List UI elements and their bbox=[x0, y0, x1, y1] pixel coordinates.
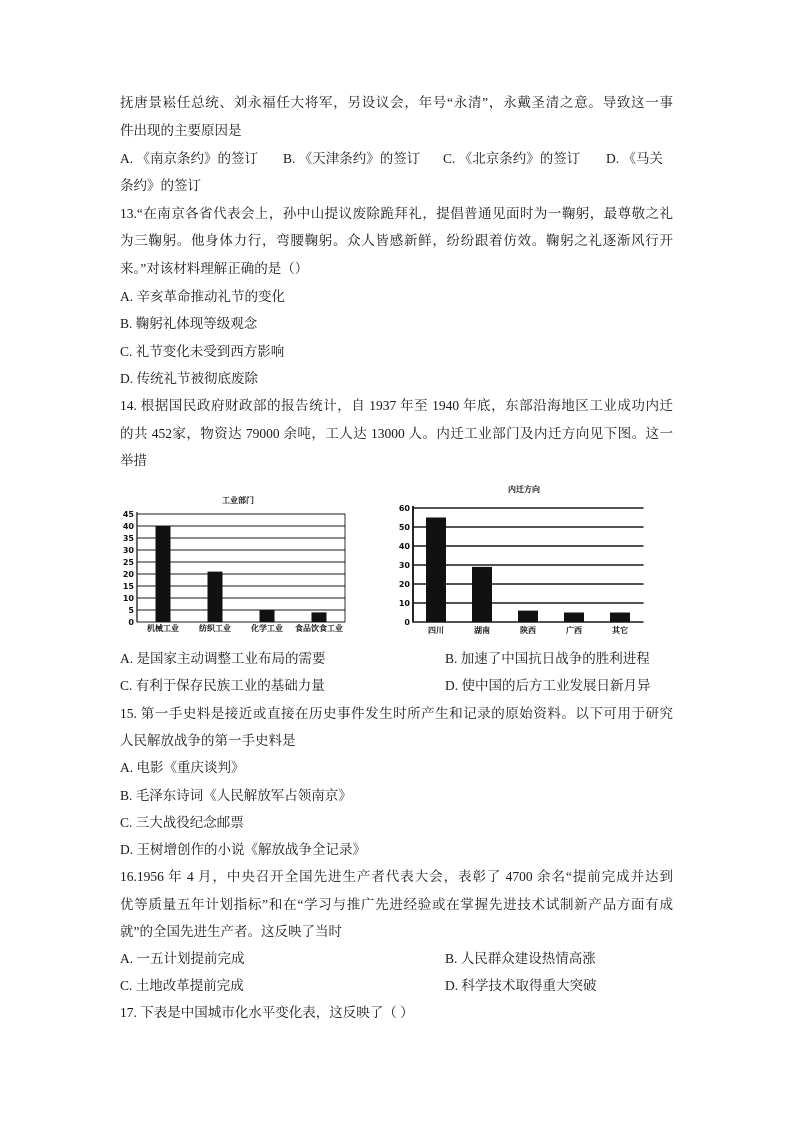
q13-option-a: A. 辛亥革命推动礼节的变化 bbox=[120, 289, 285, 304]
q14-stem-line: 举措 bbox=[120, 453, 147, 468]
y-tick-label: 0 bbox=[128, 618, 134, 627]
y-tick-label: 10 bbox=[398, 599, 410, 608]
bar bbox=[518, 611, 538, 622]
bar bbox=[208, 572, 223, 622]
q15-option-b: B. 毛泽东诗词《人民解放军占领南京》 bbox=[120, 788, 352, 803]
category-label: 陕西 bbox=[520, 626, 536, 635]
q16-option-d: D. 科学技术取得重大突破 bbox=[445, 978, 597, 993]
bar bbox=[260, 610, 275, 622]
q13-stem-line: 来。”对该材料理解正确的是（） bbox=[120, 261, 309, 276]
q14-option-a: A. 是国家主动调整工业布局的需要 bbox=[120, 651, 326, 666]
q12-option-c: C. 《北京条约》的签订 bbox=[443, 151, 581, 166]
category-label: 广西 bbox=[566, 626, 582, 635]
q16-option-c: C. 土地改革提前完成 bbox=[120, 978, 244, 993]
y-tick-label: 40 bbox=[398, 542, 410, 551]
q13-stem-line: 13.“在南京各省代表会上，孙中山提议废除跪拜礼，提倡普通见面时为一鞠躬，最尊敬之礼 bbox=[120, 206, 673, 221]
q13-stem-line: 为三鞠躬。他身体力行，弯腰鞠躬。众人皆感新鲜，纷纷跟着仿效。鞠躬之礼逐渐风行开 bbox=[120, 233, 673, 248]
category-label: 化学工业 bbox=[251, 624, 283, 633]
q12-option-d-wrap: 条约》的签订 bbox=[120, 178, 201, 193]
category-label: 其它 bbox=[612, 626, 628, 635]
q15-option-d: D. 王树增创作的小说《解放战争全记录》 bbox=[120, 842, 366, 857]
q12-stem-line: 抚唐景崧任总统、刘永福任大将军，另设议会，年号“永清”，永戴圣清之意。导致这一事 bbox=[120, 95, 673, 110]
q15-stem-line: 15. 第一手史料是接近或直接在历史事件发生时所产生和记录的原始资料。以下可用于研究 bbox=[120, 706, 673, 721]
q13-option-c: C. 礼节变化未受到西方影响 bbox=[120, 344, 285, 359]
q14-stem-line: 的共 452家，物资达 79000 余吨，工人达 13000 人。内迁工业部门及内迁方向见下图。这一 bbox=[120, 426, 673, 441]
q12-option-b: B. 《天津条约》的签订 bbox=[283, 151, 421, 166]
y-tick-label: 20 bbox=[398, 580, 410, 589]
category-label: 四川 bbox=[428, 626, 444, 635]
y-tick-label: 30 bbox=[122, 546, 134, 555]
q13-option-d: D. 传统礼节被彻底废除 bbox=[120, 371, 258, 386]
y-tick-label: 20 bbox=[122, 570, 134, 579]
y-tick-label: 25 bbox=[122, 558, 134, 567]
y-tick-label: 60 bbox=[398, 504, 410, 513]
y-tick-label: 50 bbox=[398, 523, 410, 532]
q12-stem-line: 件出现的主要原因是 bbox=[120, 123, 242, 138]
category-label: 食品饮食工业 bbox=[295, 624, 343, 633]
q14-option-c: C. 有利于保存民族工业的基础力量 bbox=[120, 678, 325, 693]
category-label: 纺织工业 bbox=[199, 624, 231, 633]
y-tick-label: 15 bbox=[122, 582, 134, 591]
q15-option-a: A. 电影《重庆谈判》 bbox=[120, 760, 245, 775]
q16-stem-line: 优等质量五年计划指标”和在“学习与推广先进经验或在掌握先进技术试制新产品方面有成 bbox=[120, 897, 673, 912]
bar bbox=[426, 518, 446, 623]
y-tick-label: 10 bbox=[122, 594, 134, 603]
y-tick-label: 45 bbox=[122, 510, 134, 519]
chart-title: 内迁方向 bbox=[508, 485, 540, 494]
y-tick-label: 5 bbox=[128, 606, 134, 615]
bar bbox=[312, 612, 327, 622]
chart-title: 工业部门 bbox=[222, 496, 254, 505]
bar bbox=[610, 613, 630, 623]
category-label: 机械工业 bbox=[147, 624, 179, 633]
q12-option-a: A. 《南京条约》的签订 bbox=[120, 151, 258, 166]
q13-option-b: B. 鞠躬礼体现等级观念 bbox=[120, 316, 258, 331]
y-tick-label: 35 bbox=[122, 534, 134, 543]
bar bbox=[156, 526, 171, 622]
q16-stem-line: 16.1956 年 4 月，中央召开全国先进生产者代表大会，表彰了 4700 余名“提前完成并达到 bbox=[120, 869, 673, 884]
q14-option-b: B. 加速了中国抗日战争的胜利进程 bbox=[445, 651, 650, 666]
relocation-direction-chart bbox=[390, 478, 650, 640]
y-tick-label: 30 bbox=[398, 561, 410, 570]
q16-stem-line: 就”的全国先进生产者。这反映了当时 bbox=[120, 924, 342, 939]
category-label: 湖南 bbox=[474, 626, 490, 635]
q17-stem-line: 17. 下表是中国城市化水平变化表，这反映了（ ） bbox=[120, 1005, 414, 1020]
q15-stem-line: 人民解放战争的第一手史料是 bbox=[120, 733, 296, 748]
q12-option-d: D. 《马关 bbox=[606, 151, 663, 166]
q14-option-d: D. 使中国的后方工业发展日新月异 bbox=[445, 678, 651, 693]
bar bbox=[564, 613, 584, 623]
q14-stem-line: 14. 根据国民政府财政部的报告统计，自 1937 年至 1940 年底，东部沿海地区工业成功内迁 bbox=[120, 398, 673, 413]
y-tick-label: 40 bbox=[122, 522, 134, 531]
q16-option-b: B. 人民群众建设热情高涨 bbox=[445, 951, 596, 966]
q16-option-a: A. 一五计划提前完成 bbox=[120, 951, 245, 966]
bar bbox=[472, 567, 492, 622]
y-tick-label: 0 bbox=[404, 618, 410, 627]
industry-sector-chart bbox=[115, 490, 350, 640]
q15-option-c: C. 三大战役纪念邮票 bbox=[120, 815, 244, 830]
